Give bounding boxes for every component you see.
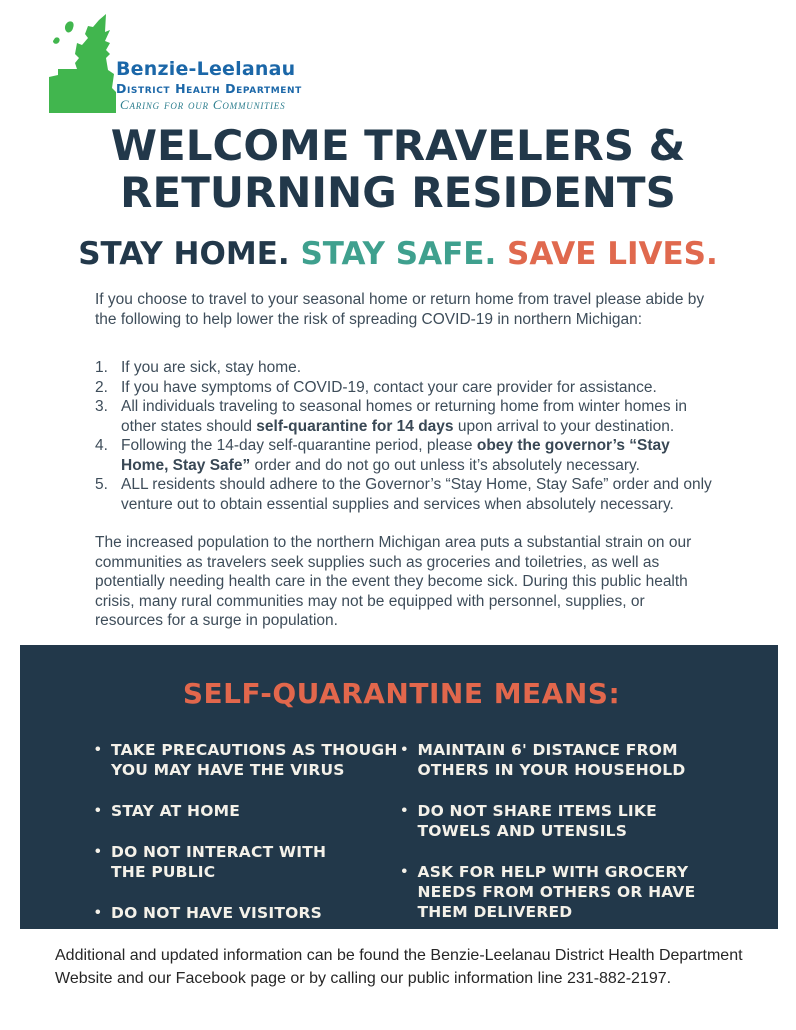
page-title-line2: RETURNING RESIDENTS: [120, 168, 676, 217]
logo: [44, 10, 344, 118]
rule-number: 1.: [95, 359, 108, 376]
quarantine-item: • MAINTAIN 6' DISTANCE FROM OTHERS IN YOUR HOUSEHOLD: [401, 741, 686, 779]
quarantine-item: • STAY AT HOME: [95, 802, 240, 820]
rule-text: ALL residents should adhere to the Governor’s “Stay Home, Stay Safe” order and only venture out to obtain essential supplies and services when absolutely necessary.: [121, 476, 712, 513]
footer-text: Additional and updated information can be found the Benzie-Leelanau District Health Department Website and our Facebook page or by calling our public information line 231-882-2197.: [55, 947, 743, 987]
bullet-icon: •: [95, 904, 101, 921]
bullet-icon: •: [401, 741, 408, 758]
rule-text: Following the 14-day self-quarantine period, please obey the governor’s “Stay Home, Stay Safe” order and do not go out unless it’s absolutely necessary.: [121, 437, 670, 474]
slogan-save-lives: SAVE LIVES.: [507, 236, 718, 272]
quarantine-box-title: SELF-QUARANTINE MEANS:: [182, 677, 621, 710]
strain-paragraph: The increased population to the northern Michigan area puts a substantial strain on our communities as travelers seek supplies such as groceries and toiletries, as well as potentially needing health care in the event they become sick. During this public health crisis, many rural communities may not be equipped with personnel, supplies, or resources for a surge in population.: [95, 534, 692, 629]
rule-number: 3.: [95, 398, 108, 415]
quarantine-column-left: [95, 740, 402, 944]
logo-org-dept: District Health Department: [116, 81, 302, 96]
quarantine-columns: [95, 740, 708, 944]
rule-item-1: [95, 358, 713, 378]
intro-paragraph: If you choose to travel to your seasonal home or return home from travel please abide by the following to help lower the risk of spreading COVID-19 in northern Michigan:: [95, 291, 705, 328]
rule-text: If you are sick, stay home.: [121, 359, 302, 376]
rule-item-3: [95, 397, 713, 436]
rule-number: 5.: [95, 476, 108, 493]
quarantine-item: • ASK FOR HELP WITH GROCERY NEEDS FROM OTHERS OR HAVE THEM DELIVERED: [401, 863, 696, 921]
slogan-stay-safe: STAY SAFE.: [300, 236, 497, 272]
quarantine-item: • DO NOT INTERACT WITH THE PUBLIC: [95, 843, 327, 881]
bullet-icon: •: [95, 741, 101, 758]
rule-item-5: [95, 475, 713, 514]
rule-text: If you have symptoms of COVID-19, contact your care provider for assistance.: [121, 378, 657, 396]
footer-note: [55, 944, 755, 990]
logo-org-name: Benzie-Leelanau: [116, 58, 296, 80]
bullet-icon: •: [401, 863, 408, 880]
rule-item-2: [95, 378, 713, 398]
quarantine-item: • DO NOT SHARE ITEMS LIKE TOWELS AND UTENSILS: [401, 802, 657, 840]
page-title: [0, 122, 796, 216]
page-title-line1: WELCOME TRAVELERS &: [110, 121, 686, 170]
quarantine-item: • DO NOT HAVE VISITORS: [95, 904, 322, 922]
rule-text: All individuals traveling to seasonal homes or returning home from winter homes in other states should self-quarantine for 14 days upon arrival to your destination.: [121, 398, 688, 435]
rule-number: 4.: [95, 437, 108, 454]
rule-item-4: [95, 436, 713, 475]
bullet-icon: •: [95, 843, 101, 860]
logo-text: [116, 58, 302, 113]
body-copy: [95, 290, 713, 631]
bullet-icon: •: [401, 802, 408, 819]
logo-tagline: Caring for our Communities: [120, 97, 286, 112]
slogan-stay-home: STAY HOME.: [78, 236, 290, 272]
rule-number: 2.: [95, 378, 108, 396]
quarantine-item: • TAKE PRECAUTIONS AS THOUGH YOU MAY HAVE THE VIRUS: [95, 741, 398, 779]
bullet-icon: •: [95, 802, 101, 819]
quarantine-column-right: [402, 740, 709, 944]
slogan: [0, 236, 796, 272]
rules-list: [95, 358, 713, 514]
self-quarantine-box: [20, 645, 778, 929]
